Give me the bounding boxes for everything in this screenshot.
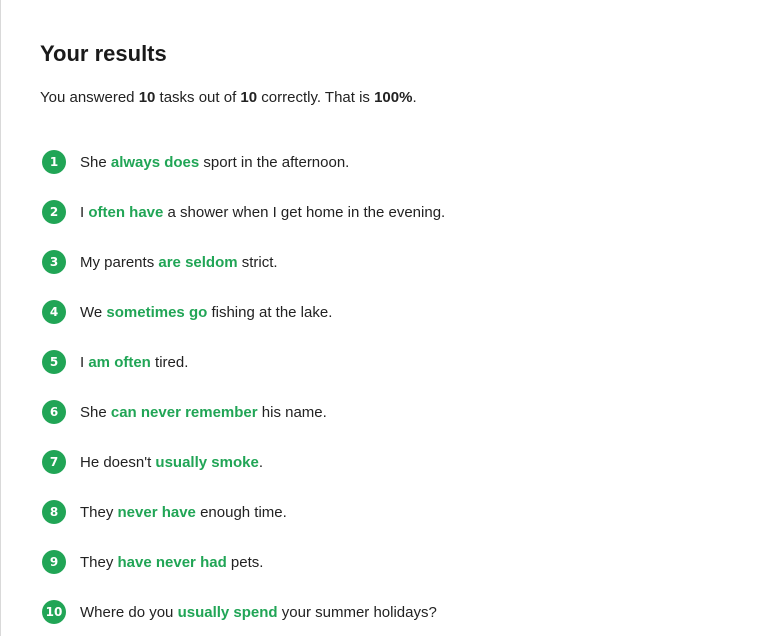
sentence-after: pets. — [226, 553, 264, 571]
panel-left-border — [0, 0, 1, 636]
number-badge: 3 — [42, 250, 66, 274]
sentence-after: a shower when I get home in the evening. — [163, 203, 446, 221]
number-badge: 10 — [42, 600, 66, 624]
summary-end: . — [412, 89, 417, 106]
correct-answer: often have — [88, 203, 164, 221]
result-item — [42, 387, 445, 437]
sentence-after: his name. — [257, 403, 327, 421]
correct-answer: am often — [88, 353, 151, 371]
result-item — [42, 537, 445, 587]
correct-answer: have never had — [117, 553, 227, 571]
sentence-before: She — [80, 153, 111, 171]
result-sentence — [80, 504, 287, 521]
sentence-before: Where do you — [80, 603, 178, 621]
summary-middle: tasks out of — [155, 89, 241, 106]
sentence-before: They — [80, 503, 118, 521]
results-summary — [40, 88, 740, 108]
sentence-after: sport in the afternoon. — [199, 153, 350, 171]
correct-answer: are seldom — [158, 253, 238, 271]
result-item — [42, 487, 445, 537]
sentence-after: enough time. — [195, 503, 287, 521]
summary-percent: 100% — [374, 89, 413, 106]
number-badge: 7 — [42, 450, 66, 474]
correct-answer: usually spend — [177, 603, 278, 621]
sentence-before: She — [80, 403, 111, 421]
result-sentence — [80, 154, 349, 171]
sentence-before: I — [80, 353, 89, 371]
sentence-before: I — [80, 203, 89, 221]
number-badge: 9 — [42, 550, 66, 574]
summary-prefix: You answered — [40, 89, 139, 106]
sentence-after: fishing at the lake. — [207, 303, 333, 321]
sentence-after: strict. — [237, 253, 278, 271]
result-sentence — [80, 254, 278, 271]
summary-correct-count: 10 — [138, 89, 156, 106]
correct-answer: always does — [110, 153, 200, 171]
sentence-before: We — [80, 303, 107, 321]
number-badge: 1 — [42, 150, 66, 174]
result-item — [42, 437, 445, 487]
result-sentence — [80, 354, 188, 371]
result-item — [42, 337, 445, 387]
sentence-after: tired. — [150, 353, 189, 371]
sentence-before: He doesn't — [80, 453, 156, 471]
correct-answer: never have — [117, 503, 196, 521]
number-badge: 2 — [42, 200, 66, 224]
number-badge: 4 — [42, 300, 66, 324]
sentence-before: My parents — [80, 253, 159, 271]
number-badge: 6 — [42, 400, 66, 424]
sentence-after: . — [258, 453, 263, 471]
result-sentence — [80, 304, 332, 321]
sentence-before: They — [80, 553, 118, 571]
result-sentence — [80, 604, 437, 621]
results-list — [42, 137, 445, 636]
result-item — [42, 187, 445, 237]
correct-answer: can never remember — [110, 403, 258, 421]
result-item — [42, 237, 445, 287]
result-sentence — [80, 404, 327, 421]
page-title: Your results — [40, 41, 167, 66]
result-sentence — [80, 554, 263, 571]
number-badge: 5 — [42, 350, 66, 374]
result-item — [42, 587, 445, 636]
result-item — [42, 287, 445, 337]
number-badge: 8 — [42, 500, 66, 524]
correct-answer: sometimes go — [106, 303, 208, 321]
summary-total-count: 10 — [240, 89, 258, 106]
results-panel — [40, 40, 740, 621]
result-sentence — [80, 204, 445, 221]
summary-suffix: correctly. That is — [257, 89, 375, 106]
correct-answer: usually smoke — [155, 453, 259, 471]
sentence-after: your summer holidays? — [277, 603, 437, 621]
result-sentence — [80, 454, 263, 471]
result-item — [42, 137, 445, 187]
